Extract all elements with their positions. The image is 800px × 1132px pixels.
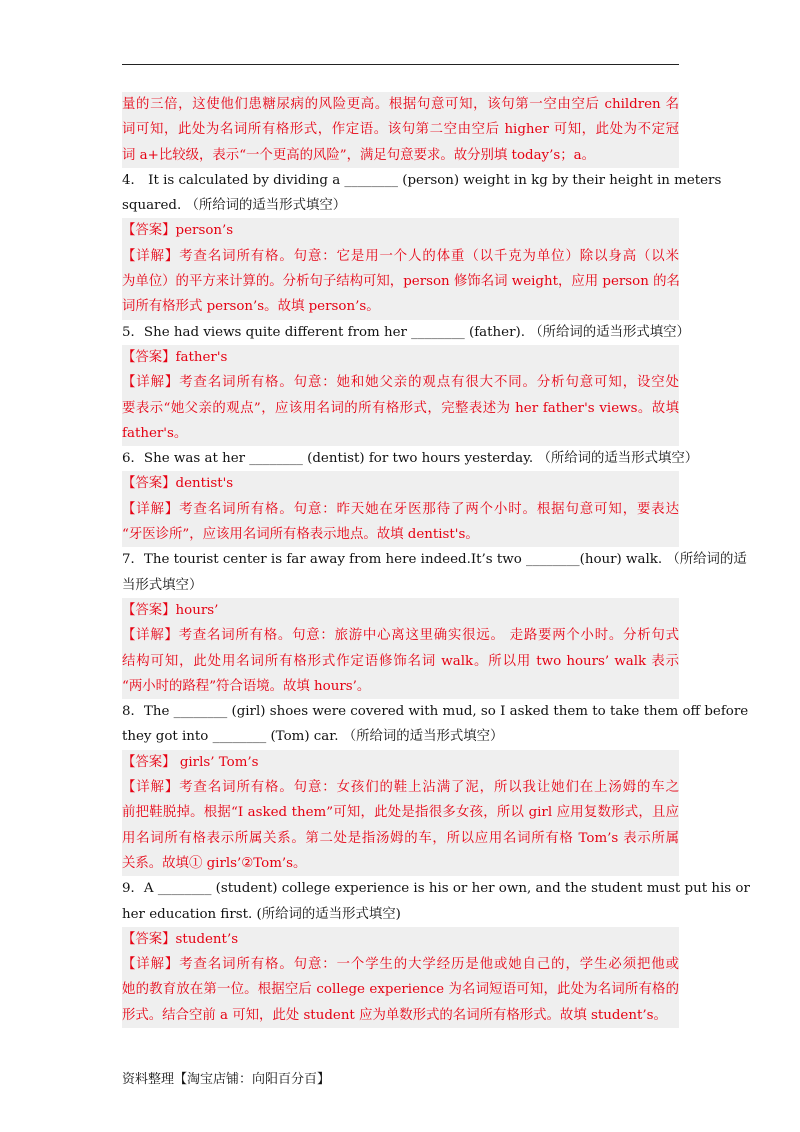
explanation-block [122,952,679,1028]
explanation-line: 量的三倍，这使他们患糖尿病的风险更高。根据句意可知，该句第一空由空后 children 名 [122,97,679,112]
explanation-block [122,92,679,168]
header-rule [122,64,679,65]
question-line: 5．She had views quite different from her ________ (father). （所给词的适当形式填空） [122,324,690,340]
question-line: her education first. (所给词的适当形式填空) [122,906,401,922]
explanation-line: 【详解】考查名词所有格。句意：旅游中心离这里确实很远。 走路要两个小时。分析句式 [122,628,679,644]
answer-line: 【答案】 girls’ Tom’s [122,754,259,770]
explanation-line: 词所有格形式 person’s。故填 person’s。 [122,299,380,315]
explanation-line: 【详解】考查名词所有格。句意：女孩们的鞋上沾满了泥，所以我让她们在上汤姆的车之 [122,780,679,796]
explanation-line: 用名词所有格表示所属关系。第二处是指汤姆的车，所以应用名词所有格 Tom’s 表示所属 [122,830,679,846]
explanation-line: 词 a+比较级，表示“一个更高的风险”，满足句意要求。故分别填 today’s；a。 [122,147,596,163]
answer-line: 【答案】hours’ [122,602,219,618]
explanation-line: 【详解】考查名词所有格。句意：它是用一个人的体重（以千克为单位）除以身高（以米 [122,248,679,264]
question-line: 9．A ________ (student) college experience is his or her own, and the student must put his or [122,881,750,897]
explanation-line: 要表示“她父亲的观点”，应该用名词的所有格形式，完整表述为 her father's views。故填 [122,400,679,416]
explanation-line: 【详解】考查名词所有格。句意：她和她父亲的观点有很大不同。分析句意可知，设空处 [122,375,679,391]
question-line: 4． It is calculated by dividing a ________ (person) weight in kg by their height in meters [122,172,722,188]
question-block [122,446,699,471]
explanation-line: “牙医诊所”，应该用名词所有格表示地点。故填 dentist's。 [122,527,479,543]
question-block [122,699,749,750]
answer-line: 【答案】student’s [122,931,239,947]
explanation-line: father's。 [122,425,188,441]
document-body [122,92,750,1028]
explanation-block [122,775,679,876]
explanation-line: 关系。故填① girls’②Tom’s。 [122,855,307,871]
explanation-line: 【详解】考查名词所有格。句意：昨天她在牙医那待了两个小时。根据句意可知，要表达 [122,501,679,517]
question-block [122,320,690,345]
answer-line: 【答案】father's [122,349,228,365]
answer-block [122,750,679,775]
explanation-block [122,244,679,320]
question-line: 8．The ________ (girl) shoes were covered with mud, so I asked them to take them off before [122,704,749,720]
answer-block [122,927,679,952]
question-block [122,547,747,598]
explanation-line: 前把鞋脱掉。根据“I asked them”可知，此处是指很多女孩，所以 girl 应用复数形式，且应 [122,805,679,821]
explanation-block [122,370,679,446]
explanation-line: 形式。结合空前 a 可知，此处 student 应为单数形式的名词所有格形式。故填 student’s。 [122,1007,667,1023]
question-line: squared. （所给词的适当形式填空） [122,198,347,214]
explanation-line: “两小时的路程”符合语境。故填 hours’。 [122,678,371,694]
answer-line: 【答案】person’s [122,223,234,239]
question-line: 6．She was at her ________ (dentist) for two hours yesterday. （所给词的适当形式填空） [122,451,699,467]
answer-line: 【答案】dentist's [122,476,234,492]
answer-block [122,471,679,496]
explanation-line: 词可知，此处为名词所有格形式，作定语。该句第二空由空后 higher 可知，此处为不定冠 [122,122,679,138]
explanation-block [122,497,679,548]
explanation-block [122,623,679,699]
answer-block [122,345,679,370]
question-line: 7．The tourist center is far away from here indeed.It’s two ________(hour) walk. （所给词的适 [122,552,747,568]
question-line: 当形式填空） [122,577,203,593]
page-footer: 资料整理【淘宝店铺：向阳百分百】 [122,1072,331,1087]
explanation-line: 结构可知，此处用名词所有格形式作定语修饰名词 walk。所以用 two hours’ walk 表示 [122,653,679,669]
question-line: they got into ________ (Tom) car. （所给词的适当形式填空） [122,729,504,745]
question-block [122,168,722,219]
answer-block [122,598,679,623]
explanation-line: 【详解】考查名词所有格。句意：一个学生的大学经历是他或她自己的，学生必须把他或 [122,957,679,973]
question-block [122,876,750,927]
explanation-line: 为单位）的平方来计算的。分析句子结构可知，person 修饰名词 weight，应用 person 的名 [122,274,680,290]
answer-block [122,218,679,243]
explanation-line: 她的教育放在第一位。根据空后 college experience 为名词短语可知，此处为名词所有格的 [122,982,679,998]
